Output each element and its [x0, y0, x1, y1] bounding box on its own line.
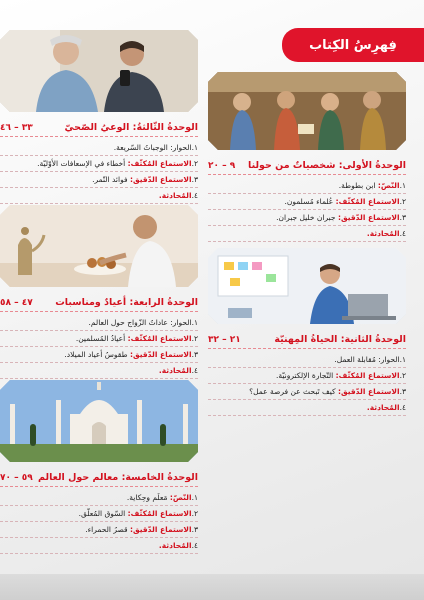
unit-4-title: الوحدةُ الرابعة: أعيادٌ ومناسبات — [55, 297, 198, 308]
unit-5-title: الوحدةُ الخامسة: معالم حول العالم — [38, 472, 198, 483]
unit-3-section — [0, 30, 198, 204]
unit-4-section — [0, 205, 198, 379]
bottom-band — [0, 574, 424, 600]
lesson-item: ٣.الاستماع الدّقيق: طقوسُ أعياد الميلاد. — [0, 347, 198, 363]
unit-4-pages: ٤٧ – ٥٨ — [0, 297, 33, 308]
lesson-item: ٢.الاستماع المُكثّف: أعيادُ المُسلمين. — [0, 331, 198, 347]
lesson-item: ١.الحوار: الوجباتُ السّريعة. — [0, 140, 198, 156]
unit-2-title: الوحدةُ الثانية: الحياةُ المِهنيّة — [274, 334, 406, 345]
lesson-item: ٢.الاستماع المُكثّف: أخطاء في الإسعافات الأوّليّة. — [0, 156, 198, 172]
lesson-item: ٤.المُحادثة. — [0, 538, 198, 554]
unit-1-title: الوحدةُ الأولى: شخصياتٌ من حولنا — [248, 160, 406, 171]
lesson-item: ١.الحوار: عاداتُ الزّواج حول العالم. — [0, 315, 198, 331]
unit-1-title-row[interactable] — [208, 160, 406, 175]
lesson-item: ٢.الاستماع المُكثّف: عُلماء مُسلمون. — [208, 194, 406, 210]
unit-1-lessons — [208, 178, 406, 242]
unit-3-title-row[interactable] — [0, 122, 198, 137]
lesson-item: ٤.المُحادثة. — [208, 226, 406, 242]
lesson-item: ٣.الاستماع الدّقيق: فوائد التّمر. — [0, 172, 198, 188]
elderly-man-and-son-image — [0, 30, 198, 112]
unit-2-pages: ٢١ – ٣٢ — [208, 334, 241, 345]
unit-1-photo — [208, 72, 406, 150]
unit-5-title-row[interactable] — [0, 472, 198, 487]
unit-3-pages: ٣٣ – ٤٦ — [0, 122, 33, 133]
unit-5-section — [0, 380, 198, 554]
unit-2-photo — [208, 248, 406, 324]
unit-2-title-row[interactable] — [208, 334, 406, 349]
historical-scholars-painting — [208, 72, 406, 150]
page-title: فِهرِسُ الكِتاب — [282, 28, 424, 62]
lesson-item: ١.الحوار: مُقابلة العمل. — [208, 352, 406, 368]
unit-2-lessons — [208, 352, 406, 416]
lesson-item: ٣.الاستماع الدّقيق: كيف تَبحث عن فرصة عمل؟ — [208, 384, 406, 400]
lesson-item: ٤.المُحادثة. — [0, 363, 198, 379]
lesson-item: ١.النّصّ: ابن بطوطة. — [208, 178, 406, 194]
lesson-item: ٣.الاستماع الدّقيق: جبران خليل جبران. — [208, 210, 406, 226]
lesson-item: ٤.المُحادثة. — [208, 400, 406, 416]
unit-1-section — [208, 72, 406, 242]
unit-3-photo — [0, 30, 198, 112]
lesson-item: ٢.الاستماع المُكثّف: السّوق المُعلّق. — [0, 506, 198, 522]
unit-2-section — [208, 248, 406, 416]
man-at-laptop-image — [208, 248, 406, 324]
taj-mahal-image — [0, 380, 198, 462]
unit-5-pages: ٥٩ – ٧٠ — [0, 472, 33, 483]
unit-5-photo — [0, 380, 198, 462]
unit-3-lessons — [0, 140, 198, 204]
lesson-item: ٢.الاستماع المُكثّف: التّجارة الإلكترونيّة. — [208, 368, 406, 384]
unit-4-photo — [0, 205, 198, 287]
lesson-item: ٤.المُحادثة. — [0, 188, 198, 204]
dates-and-coffee-image — [0, 205, 198, 287]
unit-5-lessons — [0, 490, 198, 554]
unit-4-lessons — [0, 315, 198, 379]
lesson-item: ٣.الاستماع الدّقيق: قصرُ الحمراء. — [0, 522, 198, 538]
unit-4-title-row[interactable] — [0, 297, 198, 312]
unit-3-title: الوحدةُ الثّالثةُ: الوعيُ الصّحيّ — [64, 122, 198, 133]
lesson-item: ١.النّصّ: مَعلَم وحِكاية. — [0, 490, 198, 506]
unit-1-pages: ٩ – ٢٠ — [208, 160, 236, 171]
